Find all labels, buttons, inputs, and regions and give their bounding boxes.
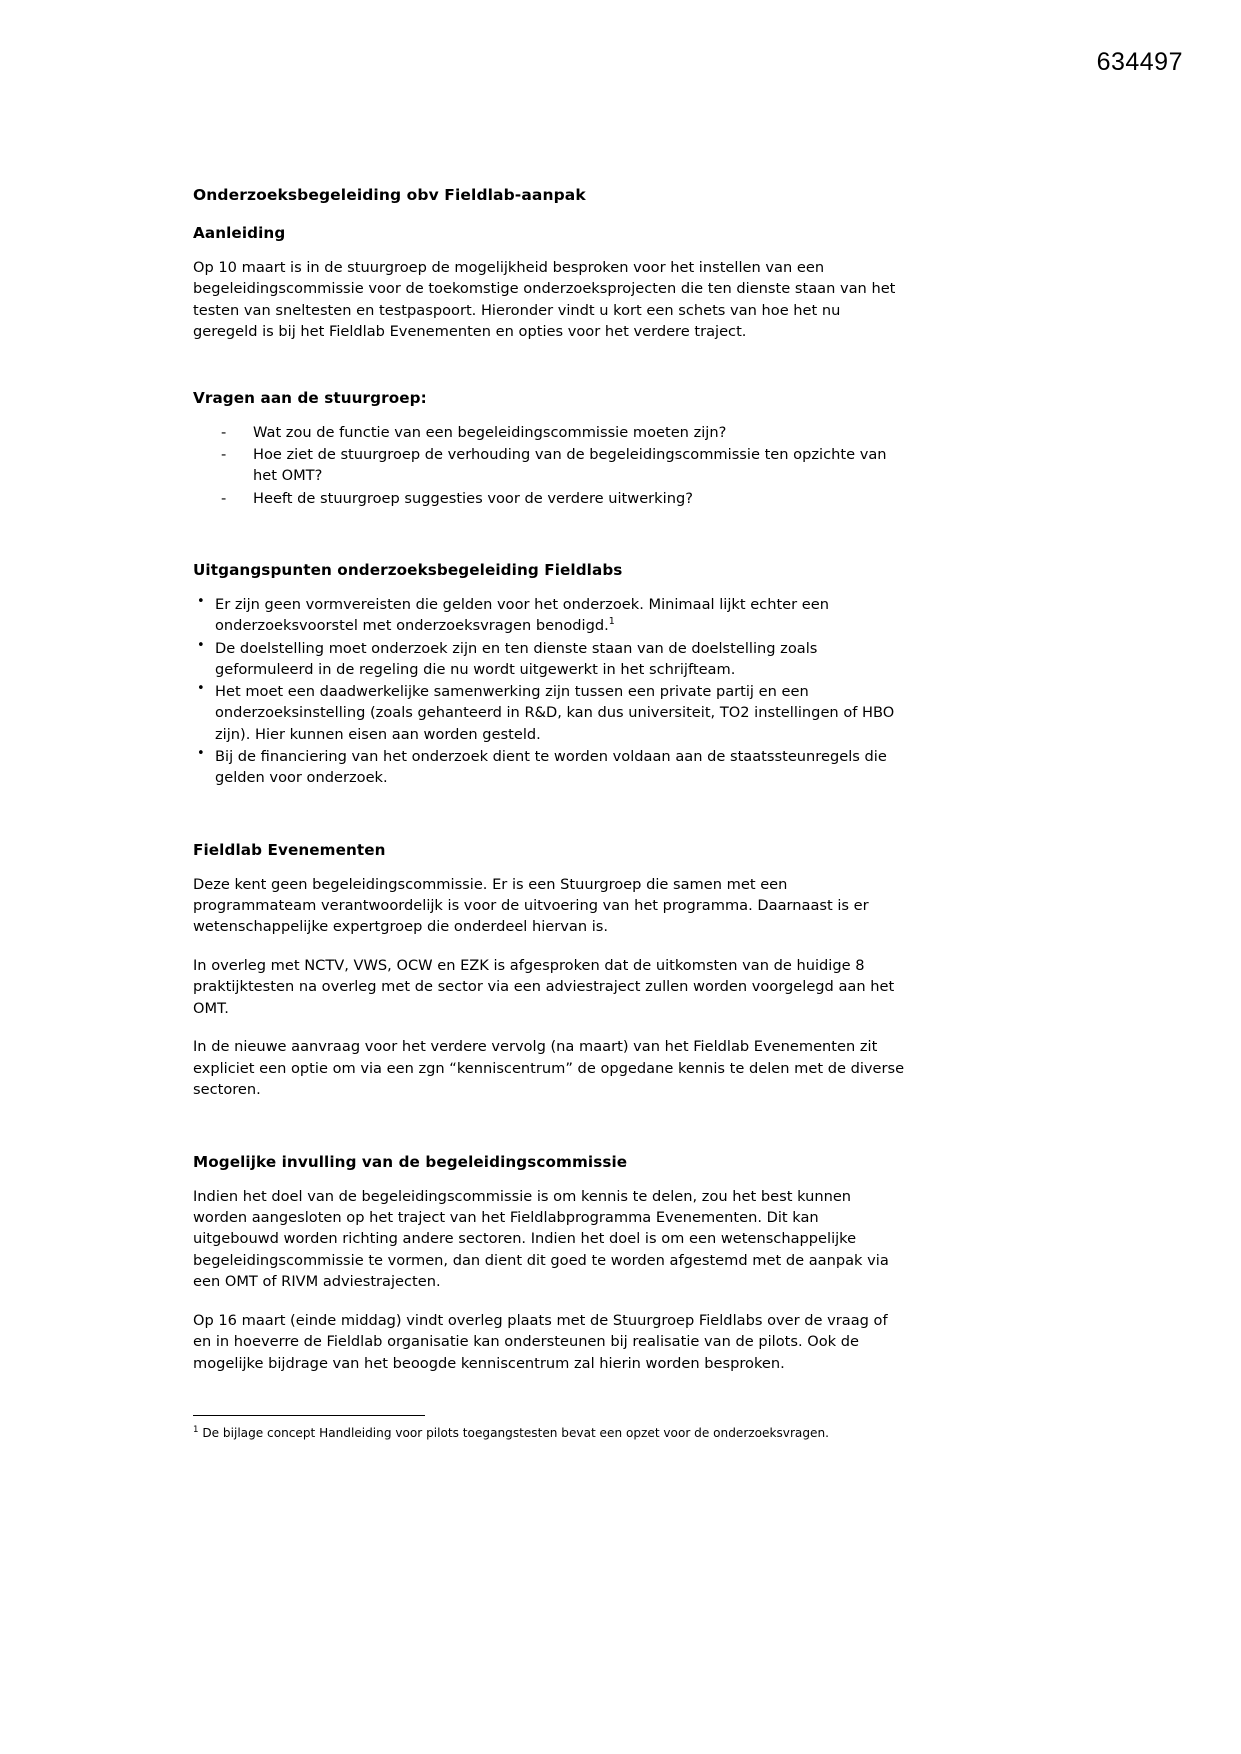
dash-marker-icon: - <box>221 423 227 441</box>
list-item-text: De doelstelling moet onderzoek zijn en ten dienste staan van de doelstelling zoals geformuleerd in de regeling die nu wordt uitgewerkt in het schrijfteam. <box>215 639 818 678</box>
list-item <box>193 746 908 789</box>
list-item <box>193 681 908 745</box>
footnote-text: De bijlage concept Handleiding voor pilots toegangstesten bevat een opzet voor de onderzoeksvragen. <box>202 1426 829 1440</box>
footnote-area <box>193 1415 908 1442</box>
dash-marker-icon: - <box>221 489 227 507</box>
dash-marker-icon: - <box>221 446 227 464</box>
section-heading-invulling: Mogelijke invulling van de begeleidingscommissie <box>193 1152 628 1171</box>
paragraph-fieldlab-2: In overleg met NCTV, VWS, OCW en EZK is afgesproken dat de uitkomsten van de huidige 8 praktijktesten na overleg met de sector via een adviestraject zullen worden voorgelegd aan het OMT. <box>193 956 895 1017</box>
list-item <box>193 594 908 637</box>
section-heading-aanleiding: Aanleiding <box>193 224 286 242</box>
list-item-text: Heeft de stuurgroep suggesties voor de verdere uitwerking? <box>253 489 693 507</box>
section-heading-fieldlab: Fieldlab Evenementen <box>193 840 386 859</box>
list-item-text: Hoe ziet de stuurgroep de verhouding van de begeleidingscommissie ten opzichte van het OMT? <box>253 446 887 485</box>
list-item-text: Het moet een daadwerkelijke samenwerking zijn tussen een private partij en een onderzoeksinstelling (zoals gehanteerd in R&D, kan dus universiteit, TO2 instellingen of HBO zijn). Hier kunnen eisen aan worden gesteld. <box>215 683 895 743</box>
bullet-marker-icon: • <box>197 681 205 697</box>
list-item <box>219 422 908 443</box>
list-item-text: Bij de financiering van het onderzoek dient te worden voldaan aan de staatssteunregels die gelden voor onderzoek. <box>215 748 887 787</box>
paragraph-fieldlab-3: In de nieuwe aanvraag voor het verdere vervolg (na maart) van het Fieldlab Evenementen zit expliciet een optie om via een zgn “kenniscentrum” de opgedane kennis te delen met de diverse sectoren. <box>193 1038 905 1099</box>
paragraph-fieldlab-1: Deze kent geen begeleidingscommissie. Er is een Stuurgroep die samen met een programmateam verantwoordelijk is voor de uitvoering van het programma. Daarnaast is er wetenschappelijke expertgroep die onderdeel hiervan is. <box>193 875 869 936</box>
principles-list <box>193 594 908 789</box>
page-title: Onderzoeksbegeleiding obv Fieldlab-aanpak <box>193 186 586 204</box>
paragraph-invulling-1: Indien het doel van de begeleidingscommissie is om kennis te delen, zou het best kunnen worden aangesloten op het traject van het Fieldlabprogramma Evenementen. Dit kan uitgebouwd worden richting andere sectoren. Indien het doel is om een wetenschappelijke begeleidingscommissie te vormen, dan dient dit goed te worden afgestemd met de aanpak via een OMT of RIVM adviestrajecten. <box>193 1187 889 1291</box>
footnote-reference: 1 <box>608 616 615 628</box>
footnote-entry <box>193 1425 908 1442</box>
document-body <box>193 186 908 1374</box>
list-item-text: Wat zou de functie van een begeleidingscommissie moeten zijn? <box>253 423 727 441</box>
footnote-marker: 1 <box>193 1424 199 1435</box>
footnote-separator <box>193 1415 425 1416</box>
paragraph-invulling-2: Op 16 maart (einde middag) vindt overleg plaats met de Stuurgroep Fieldlabs over de vraag of en in hoeverre de Fieldlab organisatie kan ondersteunen bij realisatie van de pilots. Ook de mogelijke bijdrage van het beoogde kenniscentrum zal hierin worden besproken. <box>193 1311 888 1372</box>
paragraph-aanleiding: Op 10 maart is in de stuurgroep de mogelijkheid besproken voor het instellen van een begeleidingscommissie voor de toekomstige onderzoeksprojecten die ten dienste staan van het testen van sneltesten en testpaspoort. Hieronder vindt u kort een schets van hoe het nu geregeld is bij het Fieldlab Evenementen en opties voor het verdere traject. <box>193 259 896 341</box>
bullet-marker-icon: • <box>197 746 205 762</box>
list-item <box>219 444 908 487</box>
document-page-number: 634497 <box>1096 48 1183 76</box>
bullet-marker-icon: • <box>197 637 205 653</box>
section-heading-vragen: Vragen aan de stuurgroep: <box>193 388 427 407</box>
list-item <box>193 638 908 681</box>
section-heading-uitgangspunten: Uitgangspunten onderzoeksbegeleiding Fieldlabs <box>193 560 623 579</box>
bullet-marker-icon: • <box>197 593 205 609</box>
list-item-text: Er zijn geen vormvereisten die gelden voor het onderzoek. Minimaal lijkt echter een onderzoeksvoorstel met onderzoeksvragen benodigd. <box>215 595 829 635</box>
questions-list <box>193 422 908 509</box>
list-item <box>219 488 908 509</box>
